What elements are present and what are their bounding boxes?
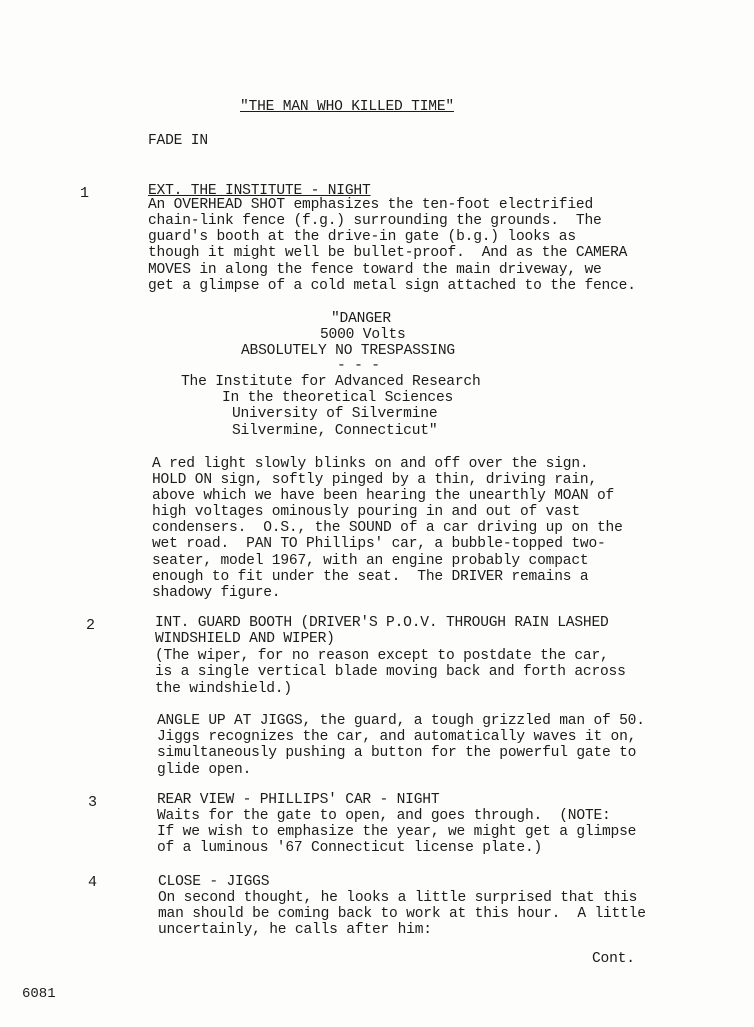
sign-line: The Institute for Advanced Research <box>181 374 481 390</box>
action-line: glide open. <box>157 762 252 778</box>
sign-line: "DANGER <box>331 311 391 327</box>
action-line: above which we have been hearing the unearthly MOAN of <box>152 488 615 504</box>
page-number: 6081 <box>22 986 56 1002</box>
action-line: of a luminous '67 Connecticut license plate.) <box>157 840 543 856</box>
action-line: high voltages ominously pouring in and out of vast <box>152 504 580 520</box>
scene-number: 4 <box>88 874 98 891</box>
action-line: is a single vertical blade moving back and forth across <box>155 664 626 680</box>
fade-in: FADE IN <box>148 133 208 149</box>
sign-line: ABSOLUTELY NO TRESPASSING <box>241 343 455 359</box>
action-line: the windshield.) <box>155 681 292 697</box>
sign-line: 5000 Volts <box>320 327 406 343</box>
sign-line: - - - <box>337 358 380 374</box>
scene-heading: REAR VIEW - PHILLIPS' CAR - NIGHT <box>157 792 440 808</box>
action-line: MOVES in along the fence toward the main driveway, we <box>148 262 602 278</box>
action-line: uncertainly, he calls after him: <box>158 922 432 938</box>
action-line: HOLD ON sign, softly pinged by a thin, driving rain, <box>152 472 597 488</box>
page-title: "THE MAN WHO KILLED TIME" <box>240 99 454 115</box>
continued-marker: Cont. <box>592 951 635 967</box>
action-line: guard's booth at the drive-in gate (b.g.) looks as <box>148 229 576 245</box>
action-line: ANGLE UP AT JIGGS, the guard, a tough grizzled man of 50. <box>157 713 645 729</box>
action-line: On second thought, he looks a little surprised that this <box>158 890 638 906</box>
action-line: wet road. PAN TO Phillips' car, a bubble-topped two- <box>152 536 606 552</box>
sign-line: University of Silvermine <box>232 406 438 422</box>
scene-heading: WINDSHIELD AND WIPER) <box>155 631 335 647</box>
action-line: If we wish to emphasize the year, we might get a glimpse <box>157 824 637 840</box>
action-line: get a glimpse of a cold metal sign attached to the fence. <box>148 278 636 294</box>
action-line: An OVERHEAD SHOT emphasizes the ten-foot electrified <box>148 197 593 213</box>
action-line: chain-link fence (f.g.) surrounding the grounds. The <box>148 213 602 229</box>
scene-heading: INT. GUARD BOOTH (DRIVER'S P.O.V. THROUGH RAIN LASHED <box>155 615 609 631</box>
action-line: Waits for the gate to open, and goes through. (NOTE: <box>157 808 611 824</box>
scene-heading: CLOSE - JIGGS <box>158 874 270 890</box>
action-line: simultaneously pushing a button for the powerful gate to <box>157 745 637 761</box>
scene-number: 3 <box>88 794 98 811</box>
action-line: enough to fit under the seat. The DRIVER remains a <box>152 569 589 585</box>
action-line: man should be coming back to work at this hour. A little <box>158 906 646 922</box>
scene-number: 2 <box>86 617 96 634</box>
action-line: shadowy figure. <box>152 585 281 601</box>
action-line: though it might well be bullet-proof. And as the CAMERA <box>148 245 628 261</box>
action-line: A red light slowly blinks on and off over the sign. <box>152 456 589 472</box>
sign-line: In the theoretical Sciences <box>222 390 454 406</box>
sign-line: Silvermine, Connecticut" <box>232 423 438 439</box>
action-line: seater, model 1967, with an engine probably compact <box>152 553 589 569</box>
scene-heading: EXT. THE INSTITUTE - NIGHT <box>148 183 371 199</box>
scene-number: 1 <box>80 185 90 202</box>
action-line: condensers. O.S., the SOUND of a car driving up on the <box>152 520 623 536</box>
action-line: (The wiper, for no reason except to postdate the car, <box>155 648 609 664</box>
action-line: Jiggs recognizes the car, and automatically waves it on, <box>157 729 637 745</box>
